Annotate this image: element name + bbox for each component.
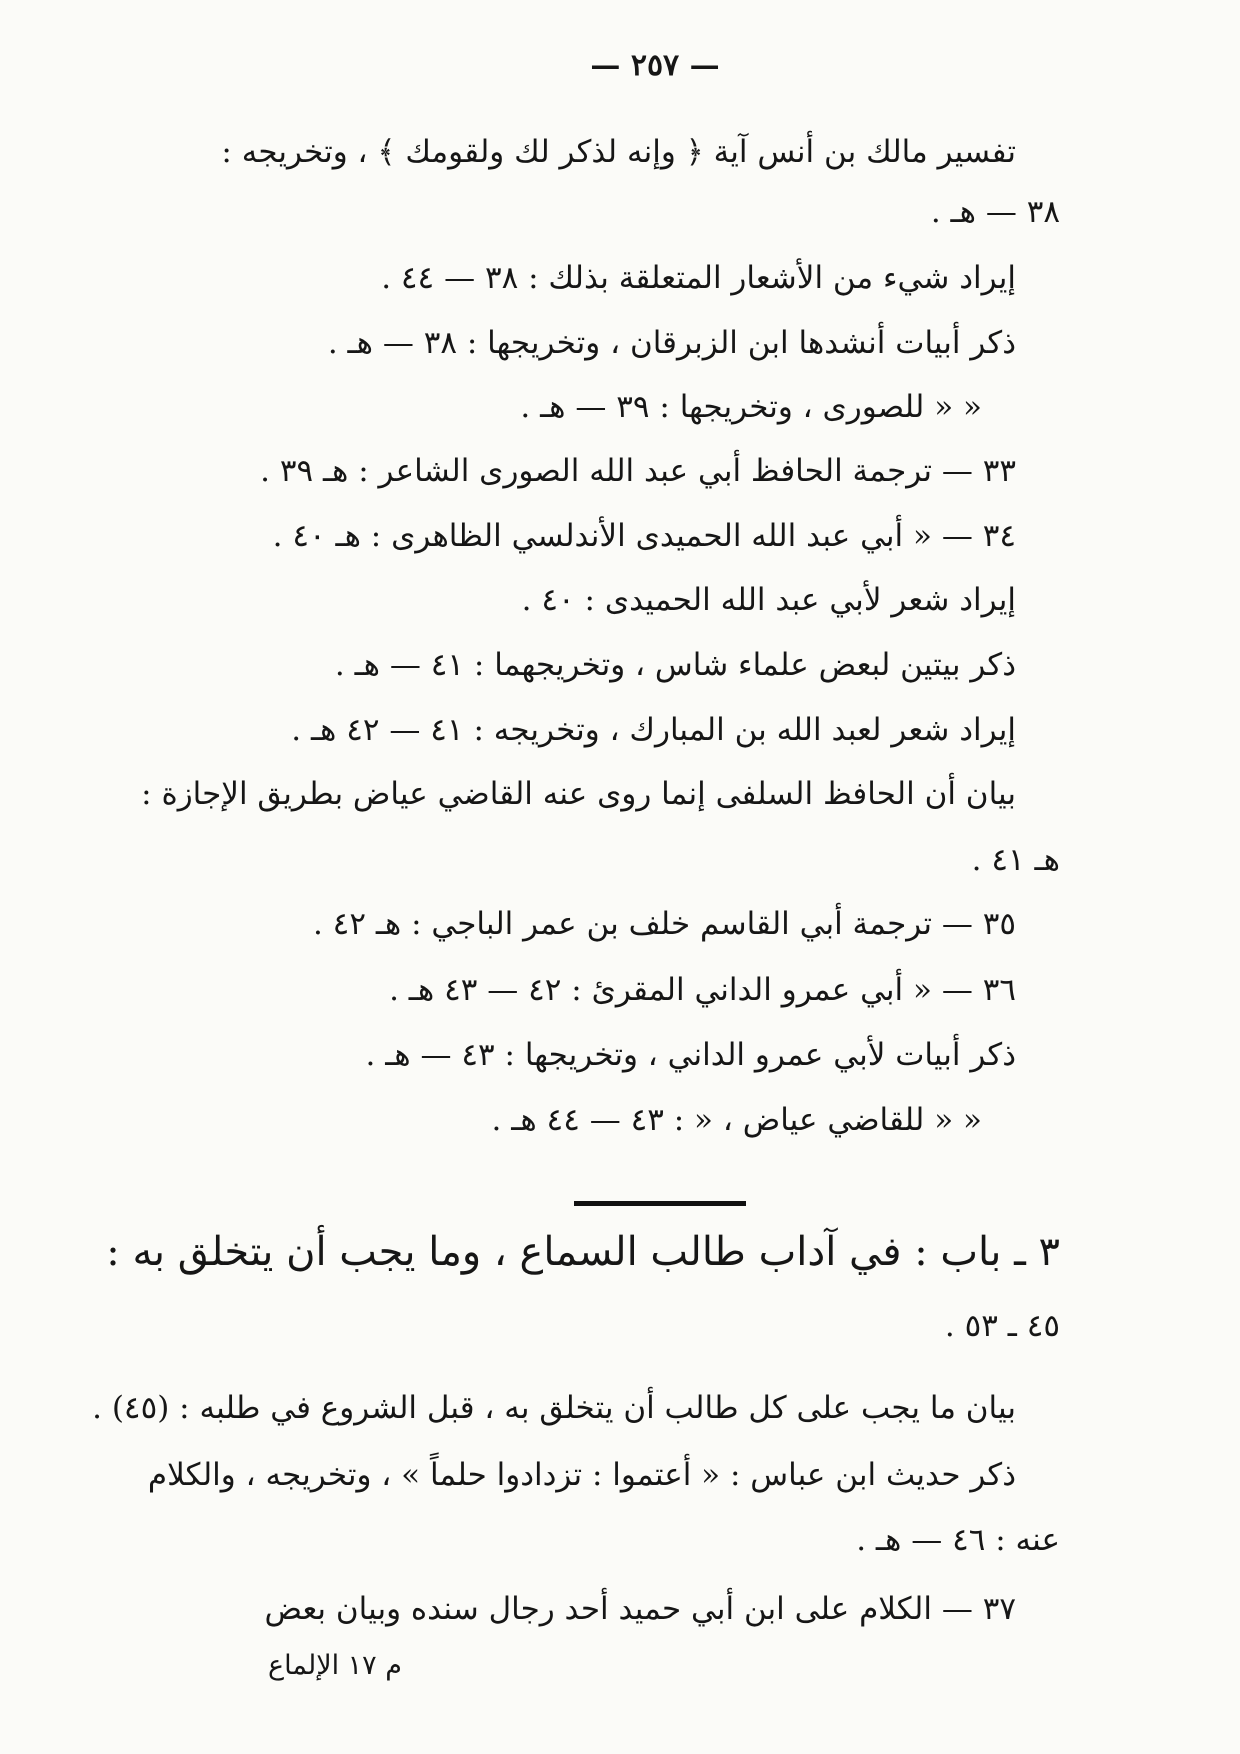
entry-line: ذكر أبيات أنشدها ابن الزبرقان ، وتخريجها : ٣٨ — هـ . <box>327 325 1016 361</box>
entry-line: ٣٦ — « أبي عمرو الداني المقرئ : ٤٢ — ٤٣ هـ . <box>389 972 1016 1008</box>
chapter-entry-line: ذكر حديث ابن عباس : « أعتموا : تزدادوا حلماً » ، وتخريجه ، والكلام <box>147 1457 1016 1493</box>
page-number: — ٢٥٧ — <box>590 48 720 83</box>
entry-line: ذكر بيتين لبعض علماء شاس ، وتخريجهما : ٤١ — هـ . <box>334 647 1016 683</box>
chapter-pages: ٤٥ ـ ٥٣ . <box>944 1308 1060 1344</box>
entry-line: تفسير مالك بن أنس آية ﴿ وإنه لذكر لك ولقومك ﴾ ، وتخريجه : <box>221 134 1016 170</box>
footer-signature: م ١٧ الإلماع <box>268 1650 402 1681</box>
entry-line: ذكر أبيات لأبي عمرو الداني ، وتخريجها : ٤٣ — هـ . <box>365 1037 1016 1073</box>
entry-line: ٣٥ — ترجمة أبي القاسم خلف بن عمر الباجي : هـ ٤٢ . <box>312 906 1016 942</box>
entry-line: ٣٣ — ترجمة الحافظ أبي عبد الله الصورى الشاعر : هـ ٣٩ . <box>260 453 1016 489</box>
entry-line: « « للقاضي عياض ، « : ٤٣ — ٤٤ هـ . <box>491 1102 982 1138</box>
entry-line: ٣٨ — هـ . <box>930 194 1060 230</box>
entry-line: إيراد شعر لأبي عبد الله الحميدى : ٤٠ . <box>521 582 1016 618</box>
entry-line: بيان أن الحافظ السلفى إنما روى عنه القاضي عياض بطريق الإجازة : <box>141 776 1016 812</box>
chapter-entry-line: عنه : ٤٦ — هـ . <box>856 1522 1060 1558</box>
entry-line: إيراد شيء من الأشعار المتعلقة بذلك : ٣٨ — ٤٤ . <box>381 260 1016 296</box>
chapter-entry-line: ٣٧ — الكلام على ابن أبي حميد أحد رجال سنده وبيان بعض <box>264 1591 1016 1627</box>
section-separator <box>574 1201 746 1206</box>
chapter-entry-line: بيان ما يجب على كل طالب أن يتخلق به ، قبل الشروع في طلبه : (٤٥) . <box>92 1390 1016 1426</box>
entry-line: هـ ٤١ . <box>971 842 1060 878</box>
entry-line: إيراد شعر لعبد الله بن المبارك ، وتخريجه : ٤١ — ٤٢ هـ . <box>291 712 1016 748</box>
entry-line: ٣٤ — « أبي عبد الله الحميدى الأندلسي الظاهرى : هـ ٤٠ . <box>272 518 1016 554</box>
chapter-heading: ٣ ـ باب : في آداب طالب السماع ، وما يجب أن يتخلق به : <box>106 1229 1060 1275</box>
entry-line: « « للصورى ، وتخريجها : ٣٩ — هـ . <box>520 389 982 425</box>
